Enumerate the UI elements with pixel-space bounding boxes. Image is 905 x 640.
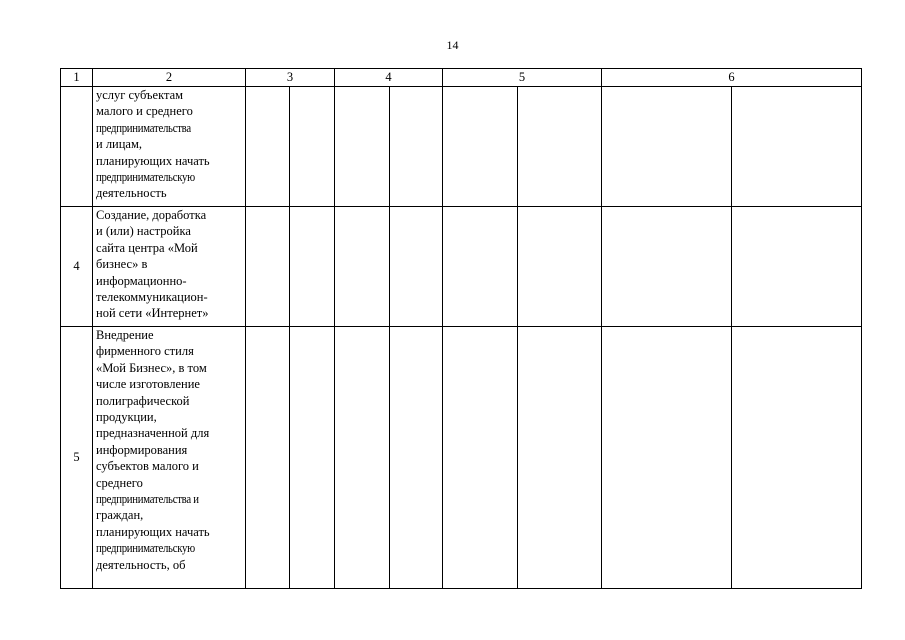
- description-line: Создание, доработка: [96, 208, 207, 222]
- row-number-cell: [61, 87, 93, 207]
- empty-cell: [335, 87, 390, 207]
- empty-cell: [290, 327, 335, 589]
- column-number-header-row: [61, 69, 862, 87]
- description-line: предпринимательства и: [96, 492, 199, 507]
- empty-cell: [335, 207, 390, 327]
- description-line: фирменного стиля: [96, 344, 194, 359]
- activity-description-cell: [93, 327, 246, 589]
- description-line: услуг субъектам: [96, 88, 184, 102]
- column-header-2: 2: [93, 69, 246, 87]
- description-line: сайта центра «Мой: [96, 240, 198, 255]
- empty-cell: [602, 327, 732, 589]
- row-number-cell: 5: [61, 327, 93, 589]
- empty-cell: [732, 327, 862, 589]
- description-line: предпринимательскую: [96, 541, 195, 556]
- description-line: информирования: [96, 442, 188, 457]
- page-number: 14: [446, 38, 459, 52]
- row-number-cell: 4: [61, 207, 93, 327]
- column-header-6: 6: [602, 69, 862, 87]
- empty-cell: [290, 207, 335, 327]
- empty-cell: [246, 327, 290, 589]
- description-line: продукции,: [96, 410, 157, 425]
- empty-cell: [602, 207, 732, 327]
- description-line: предназначенной для: [96, 426, 210, 441]
- description-line: числе изготовление: [96, 377, 200, 392]
- empty-cell: [246, 207, 290, 327]
- description-line: телекоммуникацион-: [96, 290, 208, 305]
- activity-description-cell: [93, 87, 246, 207]
- description-line: планирующих начать: [96, 153, 210, 168]
- empty-cell: [518, 207, 602, 327]
- description-line: Внедрение: [96, 328, 154, 342]
- activities-table: [60, 68, 862, 589]
- description-line: ной сети «Интернет»: [96, 306, 209, 321]
- column-header-4: 4: [335, 69, 443, 87]
- description-line: граждан,: [96, 508, 144, 523]
- empty-cell: [518, 327, 602, 589]
- empty-cell: [602, 87, 732, 207]
- description-line: предпринимательскую: [96, 170, 195, 185]
- column-header-3: 3: [246, 69, 335, 87]
- empty-cell: [290, 87, 335, 207]
- description-line: деятельность, об: [96, 557, 186, 572]
- description-line: «Мой Бизнес», в том: [96, 360, 207, 375]
- empty-cell: [443, 327, 518, 589]
- description-line: информационно-: [96, 273, 187, 288]
- description-line: субъектов малого и: [96, 459, 199, 474]
- empty-cell: [443, 207, 518, 327]
- table-row: [61, 207, 862, 327]
- description-line: среднего: [96, 475, 143, 490]
- empty-cell: [443, 87, 518, 207]
- empty-cell: [390, 87, 443, 207]
- empty-cell: [390, 327, 443, 589]
- table-row: [61, 87, 862, 207]
- column-header-1: 1: [61, 69, 93, 87]
- table-row: [61, 327, 862, 589]
- empty-cell: [335, 327, 390, 589]
- description-line: полиграфической: [96, 393, 190, 408]
- description-line: бизнес» в: [96, 257, 148, 272]
- description-line: малого и среднего: [96, 104, 193, 119]
- description-line: и (или) настройка: [96, 224, 191, 239]
- description-line: предпринимательства: [96, 120, 191, 135]
- activity-description-cell: [93, 207, 246, 327]
- empty-cell: [390, 207, 443, 327]
- description-line: планирующих начать: [96, 524, 210, 539]
- empty-cell: [518, 87, 602, 207]
- empty-cell: [246, 87, 290, 207]
- empty-cell: [732, 87, 862, 207]
- description-line: и лицам,: [96, 137, 143, 152]
- empty-cell: [732, 207, 862, 327]
- description-line: деятельность: [96, 186, 167, 201]
- column-header-5: 5: [443, 69, 602, 87]
